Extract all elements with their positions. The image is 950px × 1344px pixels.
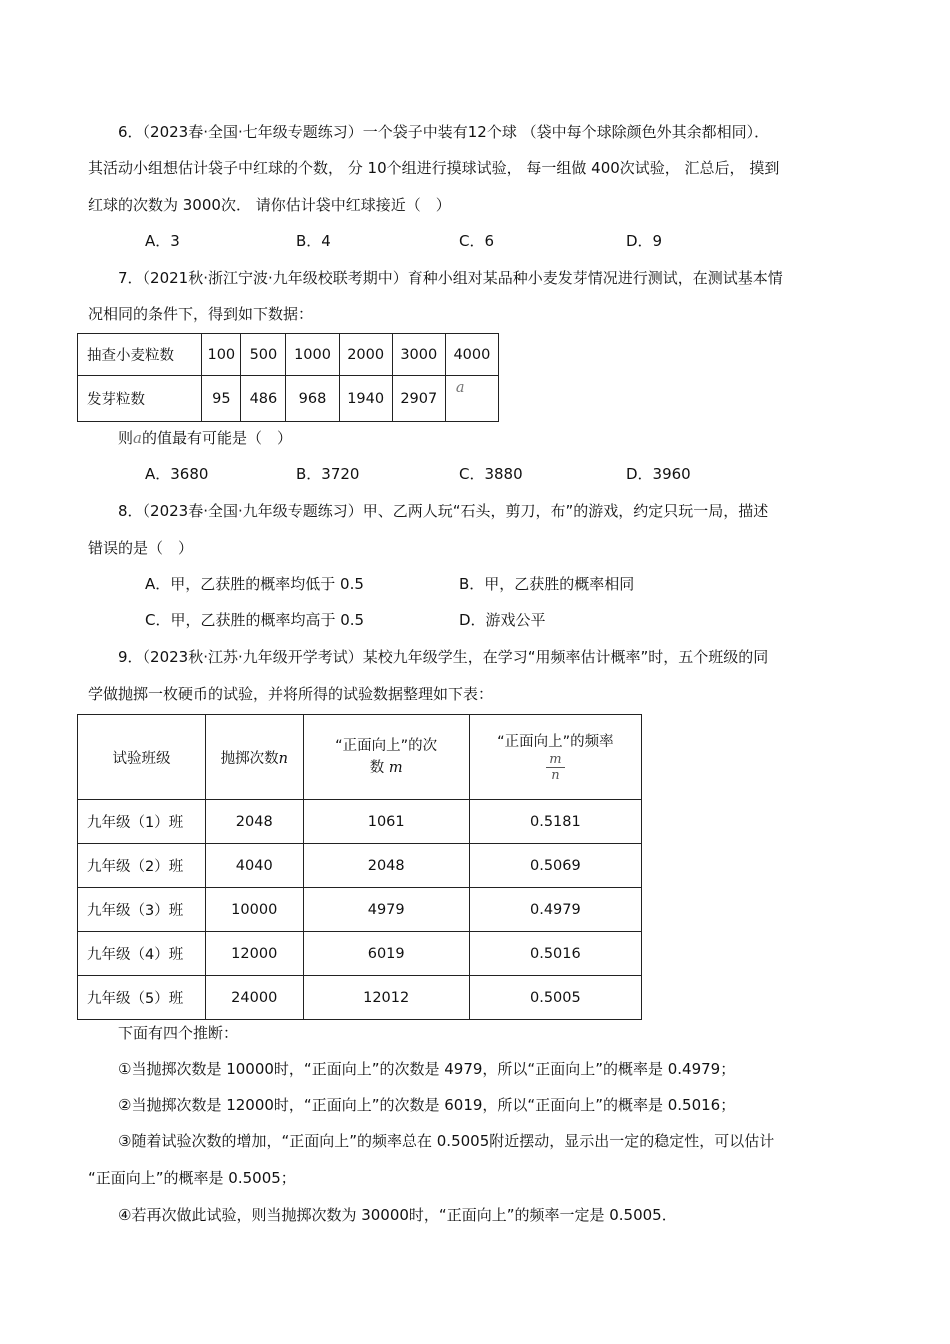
q6-line3: 红球的次数为 3000次． 请你估计袋中红球接近（ ） — [88, 196, 451, 214]
q6-line1: 6．（2023春·全国·七年级专题练习）一个袋子中装有12个球 （袋中每个球除颜色外其余都相同）． — [118, 123, 770, 141]
q7-cell: 2000 — [339, 334, 392, 376]
q7-line2: 况相同的条件下，得到如下数据： — [88, 305, 314, 323]
table-row — [78, 976, 642, 1020]
q9-frequency-cell: 0.4979 — [469, 888, 641, 932]
q9-heads-cell: 4979 — [303, 888, 469, 932]
q9-fraction-denominator: n — [551, 767, 560, 783]
q9-statement-4: ④若再次做此试验，则当抛掷次数为 30000时，“正面向上”的频率一定是 0.5005． — [118, 1206, 677, 1224]
q9-header-frequency — [469, 715, 641, 800]
q7-cell: 95 — [202, 376, 241, 422]
q8-option-c: C．甲，乙获胜的概率均高于 0.5 — [145, 611, 365, 629]
q9-statement-2: ②当抛掷次数是 12000时，“正面向上”的次数是 6019，所以“正面向上”的概率是 0.5016； — [118, 1096, 736, 1114]
q7-cell: 1000 — [286, 334, 339, 376]
q7-question-prefix: 则 — [118, 429, 134, 447]
q7-question-suffix: 的值最有可能是（ ） — [141, 429, 292, 447]
q9-class-cell: 九年级（2）班 — [78, 844, 206, 888]
q8-option-b: B．甲，乙获胜的概率相同 — [459, 575, 635, 593]
q9-frequency-cell: 0.5069 — [469, 844, 641, 888]
q9-throws-cell: 12000 — [205, 932, 303, 976]
q6-option-b: B．4 — [296, 232, 331, 250]
q9-class-cell: 九年级（5）班 — [78, 976, 206, 1020]
q9-frequency-cell: 0.5181 — [469, 800, 641, 844]
q9-statement-1: ①当抛掷次数是 10000时，“正面向上”的次数是 4979，所以“正面向上”的概率是 0.4979； — [118, 1060, 736, 1078]
table-row — [78, 844, 642, 888]
q9-header-frequency-label: “正面向上”的频率 — [497, 733, 614, 750]
table-row — [78, 888, 642, 932]
q9-statement-3b: “正面向上”的概率是 0.5005； — [88, 1169, 296, 1187]
q6-option-a: A．3 — [145, 232, 180, 250]
q9-header-throws-var: n — [278, 750, 288, 767]
q8-option-d: D．游戏公平 — [459, 611, 546, 629]
q9-data-table — [77, 714, 642, 1020]
q9-line2: 学做抛掷一枚硬币的试验，并将所得的试验数据整理如下表： — [88, 685, 494, 703]
q7-cell: 4000 — [445, 334, 498, 376]
q7-option-d: D．3960 — [626, 465, 691, 483]
q7-option-c: C．3880 — [459, 465, 523, 483]
q7-cell: 3000 — [392, 334, 445, 376]
q7-cell: 486 — [241, 376, 286, 422]
q8-line1: 8．（2023春·全国·九年级专题练习）甲、乙两人玩“石头，剪刀，布”的游戏，约定只玩一局，描述 — [118, 502, 769, 520]
q9-frequency-cell: 0.5016 — [469, 932, 641, 976]
q9-header-heads — [303, 715, 469, 800]
q7-question — [118, 428, 292, 448]
q9-fraction-numerator: m — [546, 752, 564, 768]
q7-cell-variable-a: a — [445, 376, 498, 422]
q8-option-a: A．甲，乙获胜的概率均低于 0.5 — [145, 575, 364, 593]
q7-option-b: B．3720 — [296, 465, 360, 483]
q9-header-heads-line1: “正面向上”的次 — [335, 738, 438, 754]
q9-header-throws-label: 抛掷次数 — [220, 750, 279, 767]
table-row — [78, 800, 642, 844]
q7-row2-header: 发芽粒数 — [78, 376, 202, 422]
q7-data-table — [77, 333, 499, 422]
q9-header-heads-var: m — [388, 760, 403, 776]
table-row — [78, 932, 642, 976]
q6-line2: 其活动小组想估计袋子中红球的个数， 分 10个组进行摸球试验， 每一组做 400次试验， 汇总后， 摸到 — [88, 159, 780, 177]
q9-class-cell: 九年级（3）班 — [78, 888, 206, 932]
q9-class-cell: 九年级（4）班 — [78, 932, 206, 976]
q9-statement-3a: ③随着试验次数的增加，“正面向上”的频率总在 0.5005附近摆动，显示出一定的稳定性，可以估计 — [118, 1132, 775, 1150]
q9-throws-cell: 24000 — [205, 976, 303, 1020]
q7-cell: 100 — [202, 334, 241, 376]
q9-heads-cell: 2048 — [303, 844, 469, 888]
q8-line2: 错误的是（ ） — [88, 539, 194, 557]
q6-option-c: C．6 — [459, 232, 495, 250]
q9-intro: 下面有四个推断： — [118, 1024, 239, 1042]
q7-cell: 2907 — [392, 376, 445, 422]
q9-header-heads-line2: 数 — [369, 760, 385, 776]
q7-cell: 500 — [241, 334, 286, 376]
q6-option-d: D．9 — [626, 232, 663, 250]
q9-class-cell: 九年级（1）班 — [78, 800, 206, 844]
q7-option-a: A．3680 — [145, 465, 209, 483]
q9-frequency-fraction — [546, 752, 564, 783]
q7-row1-header: 抽查小麦粒数 — [78, 334, 202, 376]
q9-line1: 9．（2023秋·江苏·九年级开学考试）某校九年级学生，在学习“用频率估计概率”时，五个班级的同 — [118, 648, 769, 666]
q9-heads-cell: 1061 — [303, 800, 469, 844]
q9-heads-cell: 6019 — [303, 932, 469, 976]
q9-header-class: 试验班级 — [78, 715, 206, 800]
q7-line1: 7．（2021秋·浙江宁波·九年级校联考期中）育种小组对某品种小麦发芽情况进行测试，在测试基本情 — [118, 269, 783, 287]
q9-header-throws — [205, 715, 303, 800]
q9-frequency-cell: 0.5005 — [469, 976, 641, 1020]
q9-header-row — [78, 715, 642, 800]
q9-throws-cell: 4040 — [205, 844, 303, 888]
q9-throws-cell: 2048 — [205, 800, 303, 844]
q9-heads-cell: 12012 — [303, 976, 469, 1020]
q7-table-row — [78, 376, 499, 422]
q7-cell: 1940 — [339, 376, 392, 422]
q7-table-row — [78, 334, 499, 376]
q7-cell: 968 — [286, 376, 339, 422]
q9-throws-cell: 10000 — [205, 888, 303, 932]
q7-question-var: a — [133, 429, 142, 447]
